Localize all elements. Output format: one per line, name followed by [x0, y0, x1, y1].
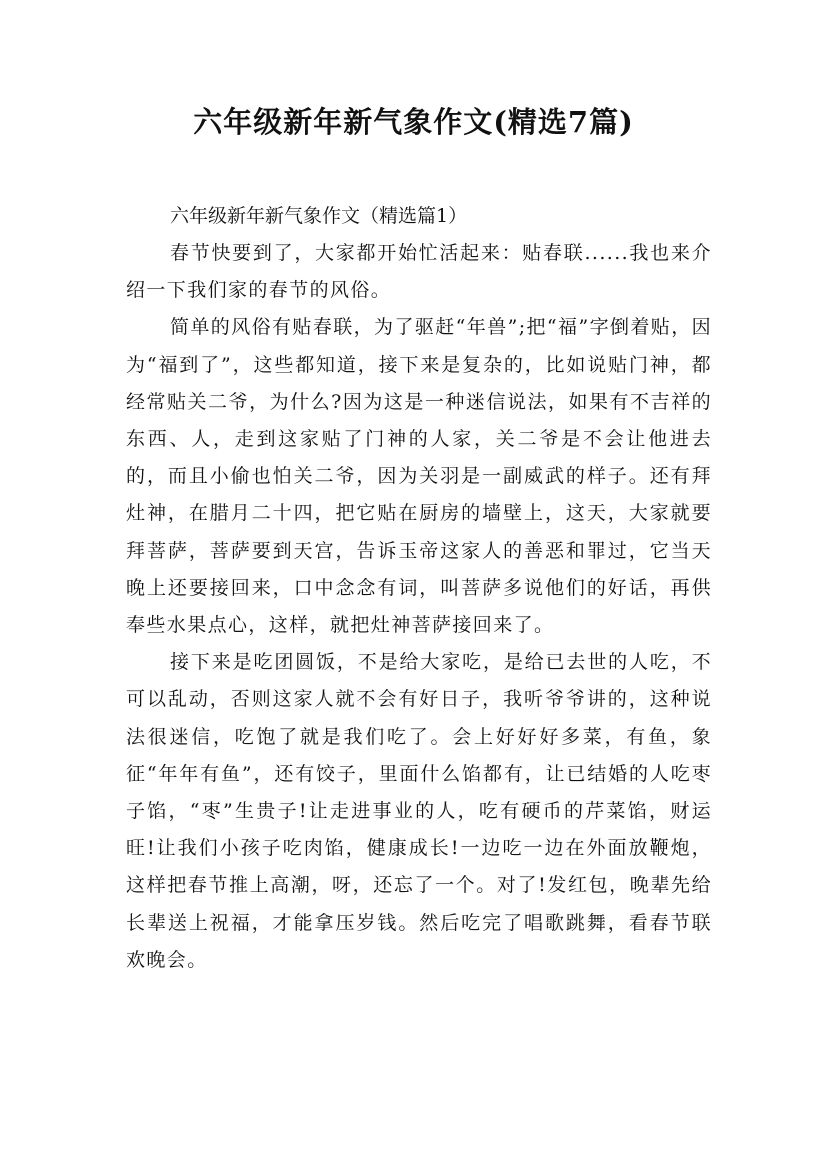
document-body [126, 198, 712, 979]
essay-subtitle: 六年级新年新气象作文（精选篇1） [170, 205, 468, 227]
paragraph-1: 春节快要到了，大家都开始忙活起来：贴春联......我也来介绍一下我们家的春节的风俗。 [126, 242, 712, 302]
paragraph-3: 接下来是吃团圆饭，不是给大家吃，是给已去世的人吃，不可以乱动，否则这家人就不会有好日子，我听爷爷讲的，这种说法很迷信，吃饱了就是我们吃了。会上好好好多菜，有鱼，象征“年年有鱼”，还有饺子，里面什么馅都有，让已结婚的人吃枣子馅，“枣”生贵子!让走进事业的人，吃有硬币的芹菜馅，财运旺!让我们小孩子吃肉馅，健康成长!一边吃一边在外面放鞭炮，这样把春节推上高潮，呀，还忘了一个。对了!发红包，晚辈先给长辈送上祝福，才能拿压岁钱。然后吃完了唱歌跳舞，看春节联欢晚会。 [126, 651, 712, 971]
document-title: 六年级新年新气象作文(精选7篇) [193, 105, 634, 139]
paragraph-2: 简单的风俗有贴春联，为了驱赶“年兽”;把“福”字倒着贴，因为“福到了”，这些都知道，接下来是复杂的，比如说贴门神，都经常贴关二爷，为什么?因为这是一种迷信说法，如果有不吉祥的东西、人，走到这家贴了门神的人家，关二爷是不会让他进去的，而且小偷也怕关二爷，因为关羽是一副威武的样子。还有拜灶神，在腊月二十四，把它贴在厨房的墙壁上，这天，大家就要拜菩萨，菩萨要到天宫，告诉玉帝这家人的善恶和罪过，它当天晚上还要接回来，口中念念有词，叫菩萨多说他们的好话，再供奉些水果点心，这样，就把灶神菩萨接回来了。 [126, 316, 712, 637]
